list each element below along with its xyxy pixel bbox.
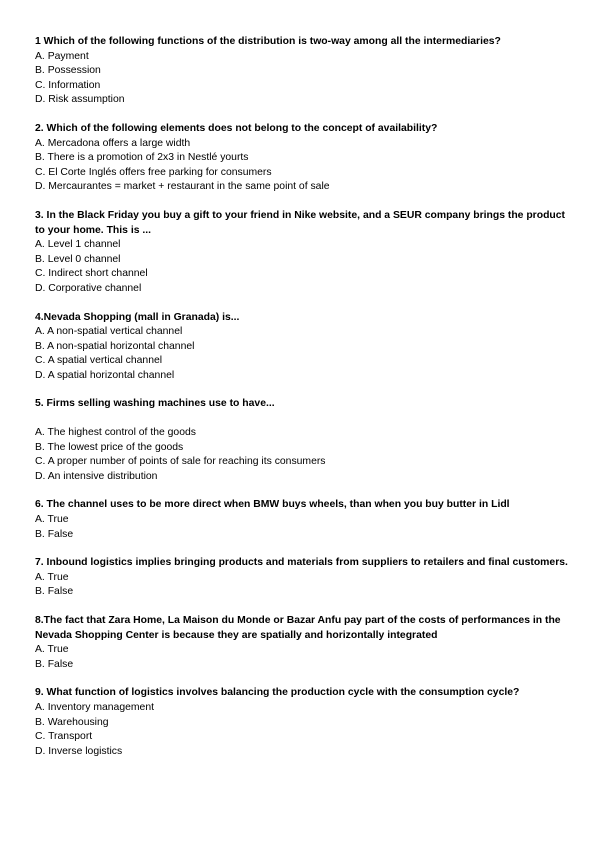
option-a: A. True: [35, 571, 69, 583]
option-a: A. A non-spatial vertical channel: [35, 326, 183, 338]
option-c: C. Transport: [35, 731, 93, 743]
quiz-page: [35, 35, 575, 759]
option-c: C. Indirect short channel: [35, 268, 148, 280]
question-6: [35, 498, 575, 542]
option-a: A. Payment: [35, 50, 89, 62]
question-9: [35, 686, 575, 759]
question-8: [35, 614, 575, 672]
question-text: 9. What function of logistics involves balancing the production cycle with the consumption cycle?: [35, 687, 520, 699]
question-text: 8.The fact that Zara Home, La Maison du Monde or Bazar Anfu pay part of the costs of performances in the Nevada Shopping Center is because they are spatially and horizontally integrated: [35, 615, 561, 641]
question-text: 1 Which of the following functions of the distribution is two-way among all the intermediaries?: [35, 36, 501, 47]
question-text: 7. Inbound logistics implies bringing products and materials from suppliers to retailers and final customers.: [35, 557, 568, 569]
option-b: B. A non-spatial horizontal channel: [35, 340, 195, 352]
question-text: 6. The channel uses to be more direct when BMW buys wheels, than when you buy butter in Lidl: [35, 499, 510, 511]
option-b: B. The lowest price of the goods: [35, 441, 184, 453]
question-text: 2. Which of the following elements does not belong to the concept of availability?: [35, 122, 438, 134]
question-text: 3. In the Black Friday you buy a gift to your friend in Nike website, and a SEUR company brings the product to your home. This is ...: [35, 209, 566, 236]
question-2: [35, 122, 575, 195]
question-3: [35, 209, 575, 297]
option-a: A. Mercadona offers a large width: [35, 137, 191, 149]
question-1: [35, 35, 575, 108]
option-c: C. El Corte Inglés offers free parking for consumers: [35, 166, 272, 178]
option-a: A. Inventory management: [35, 701, 154, 713]
option-d: D. A spatial horizontal channel: [35, 369, 175, 381]
option-b: B. False: [35, 586, 74, 598]
question-text: 4.Nevada Shopping (mall in Granada) is...: [35, 311, 240, 323]
option-c: C. A proper number of points of sale for reaching its consumers: [35, 456, 326, 468]
question-4: [35, 311, 575, 384]
option-d: D. Corporative channel: [35, 282, 142, 294]
option-a: A. Level 1 channel: [35, 239, 121, 251]
option-b: B. There is a promotion of 2x3 in Nestlé yourts: [35, 152, 249, 164]
option-a: A. True: [35, 514, 69, 526]
option-d: D. Risk assumption: [35, 94, 125, 106]
question-5: [35, 397, 575, 484]
option-b: B. False: [35, 658, 74, 670]
option-d: D. An intensive distribution: [35, 470, 158, 482]
option-b: B. False: [35, 528, 74, 540]
option-d: D. Inverse logistics: [35, 745, 123, 757]
option-c: C. Information: [35, 79, 101, 91]
option-b: B. Warehousing: [35, 716, 109, 728]
option-d: D. Mercaurantes = market + restaurant in the same point of sale: [35, 181, 330, 193]
option-b: B. Level 0 channel: [35, 253, 121, 265]
question-7: [35, 556, 575, 600]
option-c: C. A spatial vertical channel: [35, 355, 163, 367]
option-a: A. True: [35, 644, 69, 656]
option-b: B. Possession: [35, 65, 101, 77]
option-a: A. The highest control of the goods: [35, 427, 196, 439]
question-text: 5. Firms selling washing machines use to have...: [35, 398, 275, 410]
